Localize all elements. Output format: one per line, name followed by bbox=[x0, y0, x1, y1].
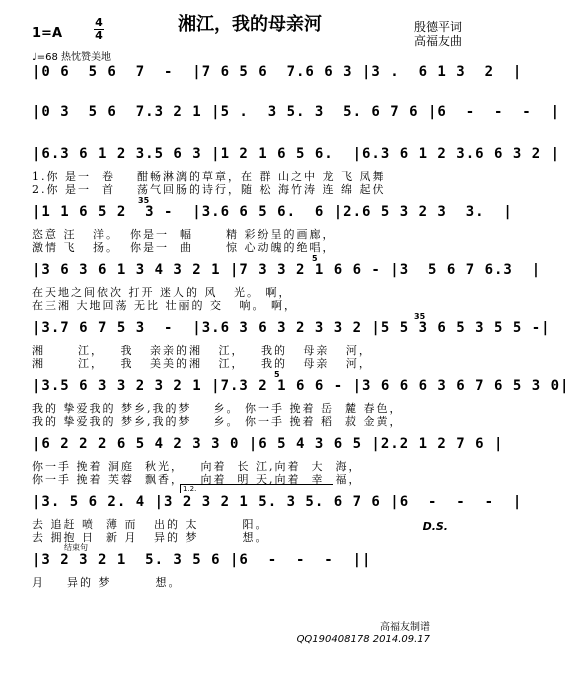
meter-bottom: 4 bbox=[95, 29, 103, 42]
notation-row bbox=[12, 543, 488, 576]
lyric-verse-1: 在天地之间依次 打开 迷人的 风 光。 啊， bbox=[32, 286, 292, 299]
notation-text: |3.7 6 7 5 3 - |3.6 3 6 3 2 3 3 2 |5 5 3 6 5 3 5 5 -| bbox=[32, 320, 551, 336]
lyric-verse-2: 你一手 挽着 芙蓉 飘香， 向着 明 天,向着 幸 福， bbox=[32, 473, 362, 486]
notation-row bbox=[12, 196, 513, 228]
lyric-verse-1: 你一手 挽着 洞庭 秋光， 向着 长 江,向着 大 海， bbox=[32, 460, 362, 473]
grace-note: 35 bbox=[138, 196, 150, 205]
lyric-verse-2: 去 拥抱 日 新 月 异的 梦 想。 bbox=[32, 531, 269, 544]
notation-row bbox=[12, 312, 551, 344]
notation-row bbox=[12, 142, 561, 170]
lyric-verse-2: 激情 飞 扬。 你是一 曲 惊 心动魄的绝唱， bbox=[32, 241, 336, 254]
volta-bracket: 1.2. bbox=[180, 484, 333, 493]
system-2 bbox=[12, 100, 561, 142]
lyric-verse-1: 去 追赶 喷 薄 而 出的 太 阳。 bbox=[32, 518, 269, 531]
lyric-verse-2: 2.你 是一 首 荡气回肠的诗行，随 松 海竹涛 连 绵 起伏 bbox=[32, 183, 386, 196]
system-8 bbox=[12, 432, 504, 490]
grace-note: 5 bbox=[312, 254, 318, 263]
coda-label: 结束句 bbox=[64, 543, 88, 552]
lyric-verse-2: 湘 江， 我 美美的湘 江， 我的 母亲 河， bbox=[32, 357, 372, 370]
dal-segno-mark: D.S. bbox=[422, 520, 448, 533]
lyric-verse-1: 1.你 是一 卷 酣畅淋漓的草章，在 群 山之中 龙 飞 凤舞 bbox=[32, 170, 386, 183]
lyric-verse-1: 湘 江， 我 亲亲的湘 江， 我的 母亲 河， bbox=[32, 344, 372, 357]
arranger-credit: 高福友制谱 bbox=[380, 622, 430, 633]
notation-text: |3 6 3 6 1 3 4 3 2 1 |7 3 3 2 1 6 6 - |3 5 6 7 6.3 | bbox=[32, 262, 542, 278]
credits bbox=[414, 20, 462, 48]
song-title: 湘江，我的母亲河 bbox=[178, 14, 322, 35]
grace-note: 5 bbox=[274, 370, 280, 379]
notation-text: |1 1 6 5 2 3 - |3.6 6 5 6. 6 |2.6 5 3 2 3 3. | bbox=[32, 204, 513, 220]
notation-row bbox=[12, 432, 504, 460]
notation-text: |3.5 6 3 3 2 3 2 1 |7.3 2 1 6 6 - |3 6 6 6 3 6 7 6 5 3 0| bbox=[32, 378, 569, 394]
contact-info: QQ190408178 2014.09.17 bbox=[296, 634, 430, 645]
notation-text: |3. 5 6 2. 4 |3 2 3 2 1 5. 3 5. 6 7 6 |6 - - - | bbox=[32, 494, 523, 510]
system-10 bbox=[12, 543, 488, 598]
lyric-verse-1: 月 异的 梦 想。 bbox=[32, 576, 182, 589]
notation-text: |3 2 3 2 1 5. 3 5 6 |6 - - - || bbox=[32, 552, 372, 568]
lyric-verse-2: 我的 挚爱我的 梦乡,我的梦 乡。 你一手 挽着 稻 菽 金黄， bbox=[32, 415, 403, 428]
grace-note: 35 bbox=[414, 312, 426, 321]
system-9 bbox=[12, 485, 523, 548]
notation-text: |0 3 5 6 7.3 2 1 |5 . 3 5. 3 5. 6 7 6 |6 - - - | bbox=[32, 104, 561, 120]
system-1 bbox=[12, 60, 523, 100]
notation-row bbox=[12, 100, 561, 128]
system-7 bbox=[12, 370, 569, 432]
meter-top: 4 bbox=[95, 16, 103, 29]
lyricist: 殷德平词 bbox=[413, 20, 462, 34]
key-signature: 1=A bbox=[32, 26, 62, 41]
tempo-marking: ♩=68 热忱赞美地 bbox=[32, 52, 111, 63]
footer bbox=[297, 622, 430, 646]
time-signature bbox=[94, 18, 104, 41]
lyric-verse-1: 我的 挚爱我的 梦乡,我的梦 乡。 你一手 挽着 岳 麓 春色， bbox=[32, 402, 403, 415]
notation-text: |0 6 5 6 7 - |7 6 5 6 7.6 6 3 |3 . 6 1 3 2 | bbox=[32, 64, 523, 80]
lyric-verse-2: 在三湘 大地回荡 无比 壮丽的 交 响。 啊， bbox=[32, 299, 297, 312]
notation-text: |6 2 2 2 6 5 4 2 3 3 0 |6 5 4 3 6 5 |2.2 1 2 7 6 | bbox=[32, 436, 504, 452]
lyric-verse-1: 恣意 汪 洋。 你是一 幅 精 彩纷呈的画廊， bbox=[32, 228, 336, 241]
system-5 bbox=[12, 254, 542, 316]
score-header bbox=[12, 8, 488, 63]
system-4 bbox=[12, 196, 513, 258]
notation-row bbox=[12, 254, 542, 286]
notation-row bbox=[12, 370, 569, 402]
system-3 bbox=[12, 142, 561, 200]
system-6 bbox=[12, 312, 551, 374]
notation-row bbox=[12, 485, 523, 518]
notation-row bbox=[12, 60, 523, 88]
notation-text: |6.3 6 1 2 3.5 6 3 |1 2 1 6 5 6. |6.3 6 1 2 3.6 6 3 2 | bbox=[32, 146, 561, 162]
composer: 高福友曲 bbox=[413, 34, 462, 48]
